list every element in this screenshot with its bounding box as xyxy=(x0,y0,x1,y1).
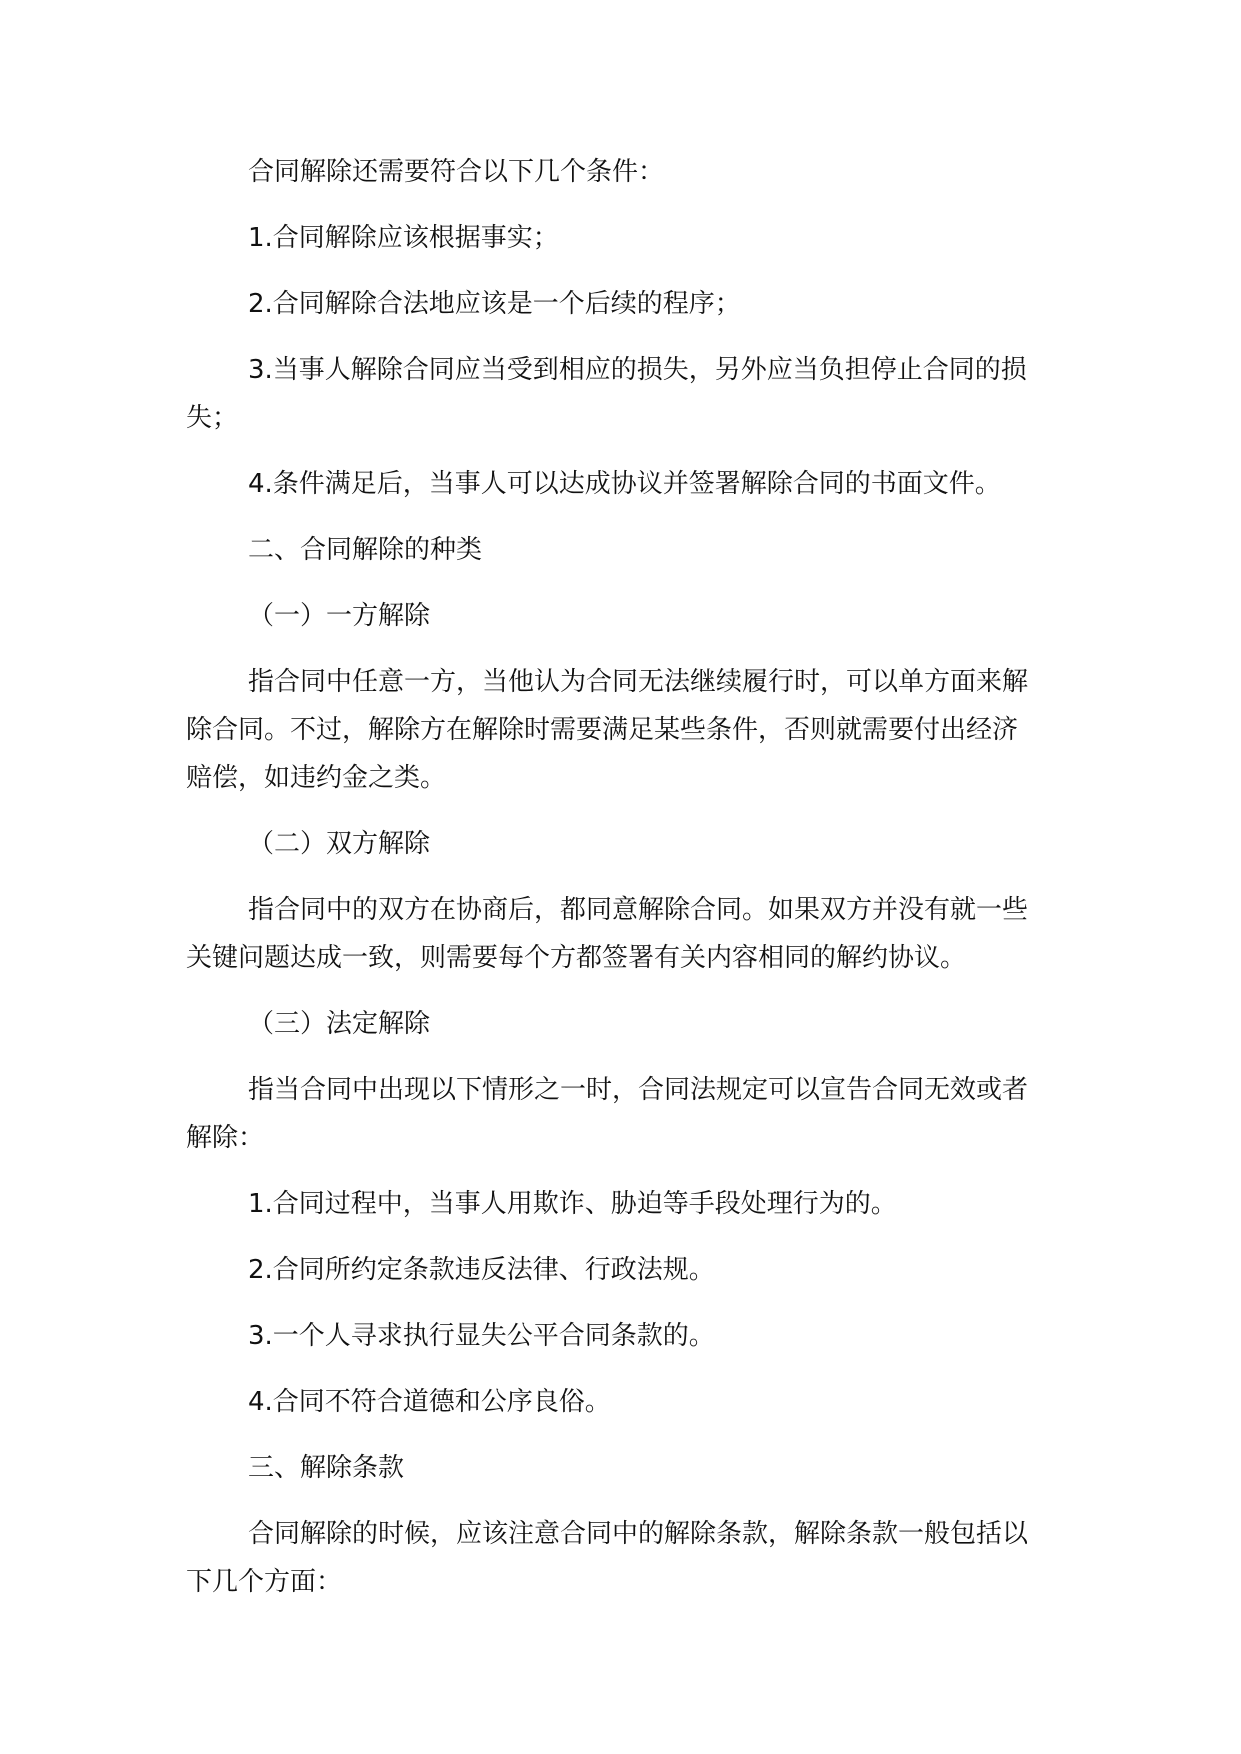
condition-item-2: 2.合同解除合法地应该是一个后续的程序； xyxy=(248,289,741,319)
paragraph-bilateral: 指合同中的双方在协商后，都同意解除合同。如果双方并没有就一些关键问题达成一致，则需要每个方都签署有关内容相同的解约协议。 xyxy=(186,895,1029,973)
document-page xyxy=(186,148,1042,1606)
condition-item-3: 3.当事人解除合同应当受到相应的损失，另外应当负担停止合同的损失； xyxy=(186,355,1027,433)
condition-item-4: 4.条件满足后，当事人可以达成协议并签署解除合同的书面文件。 xyxy=(248,469,1001,499)
subheading-unilateral: （一）一方解除 xyxy=(248,601,431,631)
section-heading-types: 二、合同解除的种类 xyxy=(248,535,483,565)
paragraph-clauses: 合同解除的时候，应该注意合同中的解除条款，解除条款一般包括以下几个方面： xyxy=(186,1519,1029,1597)
statutory-item-2: 2.合同所约定条款违反法律、行政法规。 xyxy=(248,1255,715,1285)
subheading-statutory: （三）法定解除 xyxy=(248,1009,431,1039)
statutory-item-4: 4.合同不符合道德和公序良俗。 xyxy=(248,1387,611,1417)
paragraph-statutory: 指当合同中出现以下情形之一时，合同法规定可以宣告合同无效或者解除： xyxy=(186,1075,1029,1153)
paragraph-unilateral: 指合同中任意一方，当他认为合同无法继续履行时，可以单方面来解除合同。不过，解除方在解除时需要满足某些条件，否则就需要付出经济赔偿，如违约金之类。 xyxy=(186,667,1029,793)
condition-item-1: 1.合同解除应该根据事实； xyxy=(248,223,559,253)
statutory-item-1: 1.合同过程中，当事人用欺诈、胁迫等手段处理行为的。 xyxy=(248,1189,897,1219)
section-heading-clauses: 三、解除条款 xyxy=(248,1453,405,1483)
statutory-item-3: 3.一个人寻求执行显失公平合同条款的。 xyxy=(248,1321,715,1351)
subheading-bilateral: （二）双方解除 xyxy=(248,829,431,859)
paragraph-intro: 合同解除还需要符合以下几个条件： xyxy=(248,157,665,187)
